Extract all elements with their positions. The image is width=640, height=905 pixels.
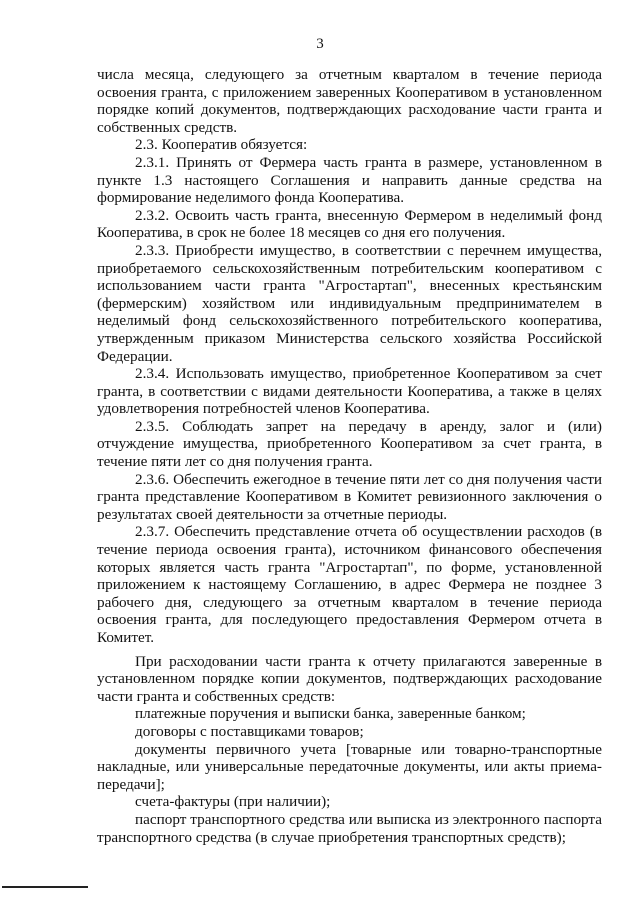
text-line: которых является часть гранта "Агростартап", по форме, установленной bbox=[97, 558, 602, 576]
text-line: паспорт транспортного средства или выписка из электронного паспорта bbox=[135, 810, 602, 828]
text-line: порядке копий документов, подтверждающих расходование части гранта и bbox=[97, 101, 602, 119]
text-line: 2.3.4. Использовать имущество, приобретенное Кооперативом за счет bbox=[135, 365, 602, 383]
text-line: освоения гранта, с приложением заверенных Кооперативом в установленном bbox=[97, 83, 602, 101]
text-line: собственных средств. bbox=[97, 118, 238, 136]
text-line: документы первичного учета [товарные или товарно-транспортные bbox=[135, 740, 602, 758]
text-line: Федерации. bbox=[97, 347, 173, 365]
text-line: 2.3. Кооператив обязуется: bbox=[135, 136, 308, 154]
text-line: формирование неделимого фонда Кооператива. bbox=[97, 189, 404, 207]
text-line: договоры с поставщиками товаров; bbox=[135, 722, 364, 740]
text-line: приобретаемого сельскохозяйственным потребительским кооперативом с bbox=[97, 259, 602, 277]
text-line: гранта представление Кооперативом в Комитет ревизионного заключения о bbox=[97, 488, 602, 506]
text-line: 2.3.2. Освоить часть гранта, внесенную Фермером в неделимый фонд bbox=[135, 206, 602, 224]
text-line: гранта, в соответствии с видами деятельности Кооператива, а также в целях bbox=[97, 382, 602, 400]
text-line: неделимый фонд сельскохозяйственного потребительского кооператива, bbox=[97, 312, 602, 330]
text-line: Комитет. bbox=[97, 629, 155, 646]
page-number: 3 bbox=[316, 36, 324, 52]
text-line: течение периода освоения гранта), источником финансового обеспечения bbox=[97, 541, 602, 559]
text-line: установленном порядке копии документов, подтверждающих расходование bbox=[97, 670, 602, 688]
text-line: утвержденным приказом Министерства сельского хозяйства Российской bbox=[97, 329, 602, 347]
text-line: При расходовании части гранта к отчету прилагаются заверенные в bbox=[135, 652, 602, 670]
text-line: 2.3.3. Приобрести имущество, в соответствии с перечнем имущества, bbox=[135, 241, 602, 259]
text-line: части гранта и собственных средств: bbox=[97, 687, 336, 705]
document-body bbox=[97, 66, 602, 846]
text-line: отчуждение имущества, приобретенного Кооперативом за счет гранта, в bbox=[97, 435, 602, 453]
text-line: 2.3.5. Соблюдать запрет на передачу в аренду, залог и (или) bbox=[135, 417, 602, 435]
text-line: передачи]; bbox=[97, 775, 165, 793]
footer-rule bbox=[2, 886, 88, 888]
text-line: (фермерским) хозяйством или индивидуальным предпринимателем в bbox=[97, 294, 602, 312]
text-line: счета-фактуры (при наличии); bbox=[135, 793, 331, 811]
text-line: приложением к настоящему Соглашению, в адрес Фермера не позднее 3 bbox=[97, 576, 602, 594]
text-line: рабочего дня, следующего за отчетным кварталом в течение периода bbox=[97, 593, 602, 611]
text-line: транспортного средства (в случае приобретения транспортных средств); bbox=[97, 828, 566, 846]
text-line: удовлетворения потребностей членов Кооператива. bbox=[97, 400, 430, 418]
text-line: течение пяти лет со дня получения гранта. bbox=[97, 453, 373, 471]
text-line: 2.3.7. Обеспечить представление отчета об осуществлении расходов (в bbox=[135, 523, 602, 541]
text-line: 2.3.1. Принять от Фермера часть гранта в размере, установленном в bbox=[135, 153, 602, 171]
text-line: платежные поручения и выписки банка, заверенные банком; bbox=[135, 705, 526, 723]
text-line: пункте 1.3 настоящего Соглашения и направить данные средства на bbox=[97, 171, 602, 189]
text-line: накладные, или универсальные передаточные документы, или акты приема- bbox=[97, 758, 602, 776]
text-line: числа месяца, следующего за отчетным кварталом в течение периода bbox=[97, 66, 602, 83]
text-line: освоения гранта, для последующего предоставления Фермером отчета в bbox=[97, 611, 602, 629]
text-line: использованием части гранта "Агростартап", внесенных крестьянским bbox=[97, 277, 602, 295]
text-line: Кооператива, в срок не более 18 месяцев со дня его получения. bbox=[97, 224, 506, 242]
text-line: 2.3.6. Обеспечить ежегодное в течение пяти лет со дня получения части bbox=[135, 470, 602, 488]
text-line: результатах своей деятельности за отчетные периоды. bbox=[97, 505, 448, 523]
